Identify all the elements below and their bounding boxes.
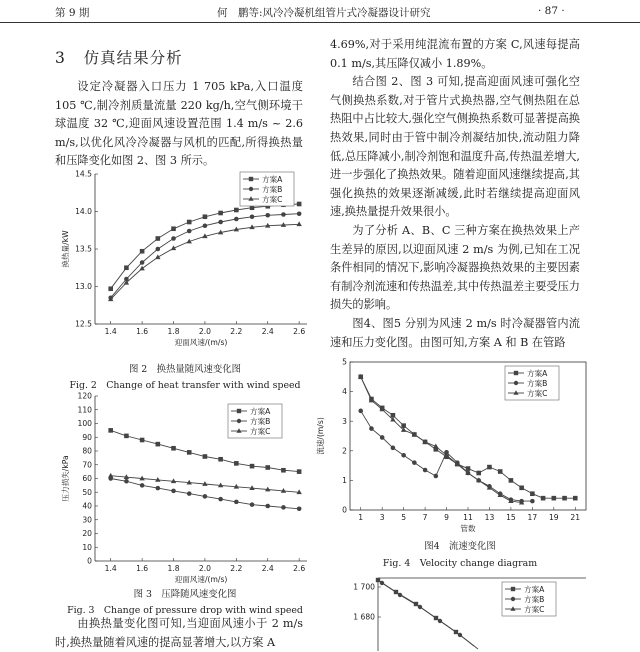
data-point — [265, 213, 270, 218]
section-number: 3 — [55, 49, 66, 67]
data-point — [380, 435, 385, 440]
figure-4-caption-en: Fig. 4 Velocity change diagram — [382, 558, 538, 569]
data-point — [171, 236, 176, 241]
data-point — [171, 446, 176, 451]
x-tick-label: 17 — [527, 513, 538, 522]
data-point — [358, 409, 363, 414]
y-tick-label: 1 — [342, 476, 347, 485]
y-tick-label: 14.5 — [75, 169, 92, 179]
data-point — [376, 578, 380, 582]
figure-3-chart — [55, 392, 315, 584]
data-point — [297, 202, 302, 207]
data-point — [509, 478, 514, 483]
page-number: · 87 · — [538, 5, 565, 17]
data-point — [140, 249, 145, 254]
data-point — [514, 371, 518, 375]
data-point — [218, 211, 223, 216]
figure-3-caption-cn: 图 3 压降随风速变化图 — [133, 589, 237, 600]
x-tick-label: 2.2 — [230, 564, 243, 573]
data-point — [514, 381, 518, 385]
data-point — [140, 438, 145, 443]
figure-3-caption-en: Fig. 3 Change of pressure drop with wind speed — [67, 605, 303, 616]
data-point — [541, 496, 546, 501]
data-point — [155, 254, 160, 259]
data-point — [108, 286, 113, 291]
legend-label: 方案C — [524, 605, 545, 614]
legend-label: 方案A — [250, 407, 271, 416]
x-tick-label: 1.6 — [136, 564, 149, 573]
data-point — [573, 496, 578, 501]
x-tick-label: 15 — [506, 513, 516, 522]
data-point — [234, 461, 239, 466]
section-heading — [55, 46, 183, 68]
data-point — [398, 593, 402, 597]
x-tick-label: 7 — [422, 513, 428, 522]
data-point — [187, 229, 192, 234]
data-point — [297, 469, 302, 474]
figure-2-caption-en: Fig. 2 Change of heat transfer with wind speed — [69, 380, 301, 391]
data-point — [562, 496, 567, 501]
y-tick-label: 20 — [82, 529, 92, 539]
y-tick-label: 1 700 — [353, 582, 375, 592]
y-tick-label: 60 — [82, 474, 92, 484]
data-point — [171, 489, 176, 494]
data-point — [423, 468, 428, 473]
x-tick-label: 11 — [463, 513, 473, 522]
x-tick-label: 1.8 — [167, 564, 180, 573]
data-point — [234, 500, 239, 505]
y-tick-label: 12.5 — [75, 319, 92, 329]
data-point — [498, 469, 503, 474]
legend-label: 方案A — [524, 585, 545, 594]
data-point — [203, 223, 208, 228]
y-tick-label: 10 — [82, 542, 92, 552]
paragraph: 由换热量变化图可知,当迎面风速小于 2 m/s 时,换热量随着风速的提高显著增大,以方案 A — [55, 617, 303, 649]
data-point — [401, 453, 406, 458]
x-tick-label: 13 — [484, 513, 495, 522]
data-point — [187, 220, 192, 225]
x-axis-label: 迎面风速/(m/s) — [174, 338, 228, 347]
series-line — [382, 583, 478, 649]
y-tick-label: 40 — [82, 501, 92, 511]
paragraph: 为了分析 A、B、C 三种方案在换热效果上产生差异的原因,以迎面风速 2 m/s 为例,已知在工况条件相同的情况下,影响冷凝器换热效果的主要因素有制冷剂流速和传热温差,其中传热温差主要受压力损失的影响。 — [330, 223, 580, 312]
x-tick-label: 2.6 — [293, 327, 306, 336]
figure-2-chart — [55, 170, 315, 360]
right-column-text — [330, 36, 580, 352]
x-tick-label: 21 — [570, 513, 581, 522]
legend-label: 方案B — [524, 595, 545, 604]
data-point — [412, 460, 417, 465]
figure-2-caption-cn: 图 2 换热量随风速变化图 — [128, 364, 242, 375]
legend-label: 方案A — [527, 369, 548, 378]
y-tick-label: 100 — [77, 419, 92, 429]
y-tick-label: 80 — [82, 446, 92, 456]
x-tick-label: 2.4 — [261, 327, 274, 336]
data-point — [296, 221, 301, 226]
data-point — [250, 502, 255, 507]
data-point — [281, 212, 286, 217]
y-tick-label: 120 — [77, 391, 92, 401]
paragraph: 结合图 2、图 3 可知,提高迎面风速可强化空气侧换热系数,对于管片式换热器,空气侧热阻在总热阻中占比较大,强化空气侧换热系数可显著提高换热效果,同时由于管中制冷剂凝结加快,流动阻力降低,总压降减小,制冷剂饱和温度升高,传热温差增大,进一步强化了换热效果。随着迎面风速继续提高,其强化换热的效果逐渐减缓,此时若继续提高迎面风速,换热量提升效果很小。 — [330, 75, 580, 219]
x-tick-label: 9 — [444, 513, 449, 522]
data-point — [234, 217, 239, 222]
x-axis-label: 管数 — [460, 524, 476, 533]
data-point — [218, 457, 223, 462]
x-tick-label: 1.6 — [136, 327, 149, 336]
data-point — [250, 464, 255, 469]
paragraph: 4.69%,对于采用纯混流布置的方案 C,风速每提高 0.1 m/s,其压降仅减小 1.89%。 — [330, 38, 580, 70]
data-point — [250, 214, 255, 219]
data-point — [281, 505, 286, 510]
y-tick-label: 4 — [342, 387, 347, 397]
data-point — [265, 465, 270, 470]
x-tick-label: 19 — [548, 513, 559, 522]
data-point — [139, 266, 144, 271]
y-tick-label: 0 — [342, 505, 347, 515]
x-tick-label: 2.0 — [198, 564, 211, 573]
data-point — [519, 486, 524, 491]
data-point — [418, 605, 422, 609]
data-point — [124, 265, 129, 270]
legend-label: 方案B — [527, 379, 548, 388]
data-point — [140, 260, 145, 265]
data-point — [108, 473, 113, 478]
data-point — [438, 619, 442, 623]
data-point — [237, 419, 241, 423]
data-point — [187, 450, 192, 455]
data-point — [249, 177, 253, 181]
data-point — [203, 454, 208, 459]
data-point — [265, 504, 270, 509]
y-tick-label: 3 — [342, 416, 347, 426]
data-point — [124, 434, 129, 439]
data-point — [380, 581, 384, 585]
y-axis-label: 压力损失/kPa — [61, 455, 70, 502]
y-tick-label: 2 — [342, 446, 347, 456]
data-point — [281, 468, 286, 473]
x-tick-label: 2.2 — [230, 327, 243, 336]
data-point — [237, 409, 241, 413]
data-point — [511, 597, 515, 601]
data-point — [140, 483, 145, 488]
data-point — [156, 486, 161, 491]
data-point — [156, 236, 161, 241]
data-point — [218, 220, 223, 225]
y-tick-label: 13.0 — [75, 282, 92, 292]
x-tick-label: 2.6 — [293, 564, 306, 573]
data-point — [108, 428, 113, 433]
data-point — [203, 214, 208, 219]
running-title: 何 鹏等:风冷冷凝机组管片式冷凝器设计研究 — [217, 7, 431, 19]
legend-label: 方案B — [262, 185, 283, 194]
y-tick-label: 1 680 — [353, 612, 375, 622]
legend-label: 方案C — [262, 195, 283, 204]
data-point — [434, 474, 439, 479]
x-tick-label: 1.4 — [104, 564, 117, 573]
legend-label: 方案C — [250, 427, 271, 436]
x-axis-label: 迎面风速/(m/s) — [174, 575, 228, 584]
x-tick-label: 2.0 — [198, 327, 211, 336]
left-column-text — [55, 78, 303, 171]
data-point — [476, 471, 481, 476]
data-point — [124, 479, 129, 484]
data-point — [487, 465, 492, 470]
x-tick-label: 1.4 — [104, 327, 117, 336]
data-point — [187, 491, 192, 496]
running-header — [0, 0, 640, 23]
x-tick-label: 1.8 — [167, 327, 180, 336]
data-point — [249, 187, 253, 191]
data-point — [156, 247, 161, 252]
data-point — [391, 446, 396, 451]
y-axis-label: 流速/(m/s) — [316, 417, 325, 455]
issue-number: 第 9 期 — [55, 7, 90, 19]
y-tick-label: 13.5 — [75, 244, 92, 254]
y-tick-label: 14.0 — [75, 207, 92, 217]
paragraph: 设定冷凝器入口压力 1 705 kPa,入口温度 105 ℃,制冷剂质量流量 220 kg/h,空气侧环境干球温度 32 ℃,迎面风速设置范围 1.4 m/s ~ 2.6 m/s,以优化风冷冷凝器与风机的匹配,所得换热量和压降变化如图 2、图 3 所示。 — [55, 80, 303, 168]
data-point — [297, 211, 302, 216]
data-point — [511, 587, 515, 591]
data-point — [203, 494, 208, 499]
data-point — [297, 506, 302, 511]
data-point — [234, 208, 239, 213]
figure-4-chart — [316, 357, 590, 540]
legend-label: 方案C — [527, 389, 548, 398]
x-tick-label: 5 — [401, 513, 407, 522]
y-axis-label: 换热量/kW — [61, 230, 70, 268]
figure-4-caption-cn: 图4 流速变化图 — [424, 541, 496, 552]
data-point — [218, 497, 223, 502]
paragraph: 图4、图5 分别为风速 2 m/s 时冷凝器管内流速和压力变化图。由图可知,方案 A 和 B 在管路 — [330, 316, 580, 349]
data-point — [171, 226, 176, 231]
data-point — [530, 491, 535, 496]
data-point — [156, 442, 161, 447]
left-column-text-bottom — [55, 615, 303, 651]
y-tick-label: 110 — [77, 405, 92, 415]
data-point — [458, 633, 462, 637]
legend-label: 方案B — [250, 417, 271, 426]
x-tick-label: 2.4 — [261, 564, 274, 573]
y-tick-label: 70 — [82, 460, 92, 470]
x-tick-label: 3 — [379, 513, 385, 522]
data-point — [530, 499, 535, 504]
figure-5-chart-partial — [330, 572, 590, 651]
y-tick-label: 0 — [87, 556, 92, 566]
y-tick-label: 90 — [82, 432, 92, 442]
y-tick-label: 5 — [342, 357, 347, 367]
data-point — [369, 426, 374, 431]
legend-label: 方案A — [262, 175, 283, 184]
section-title: 仿真结果分析 — [83, 49, 183, 67]
y-tick-label: 30 — [82, 515, 92, 525]
data-point — [552, 496, 557, 501]
y-tick-label: 50 — [82, 487, 92, 497]
x-tick-label: 1 — [358, 513, 364, 522]
